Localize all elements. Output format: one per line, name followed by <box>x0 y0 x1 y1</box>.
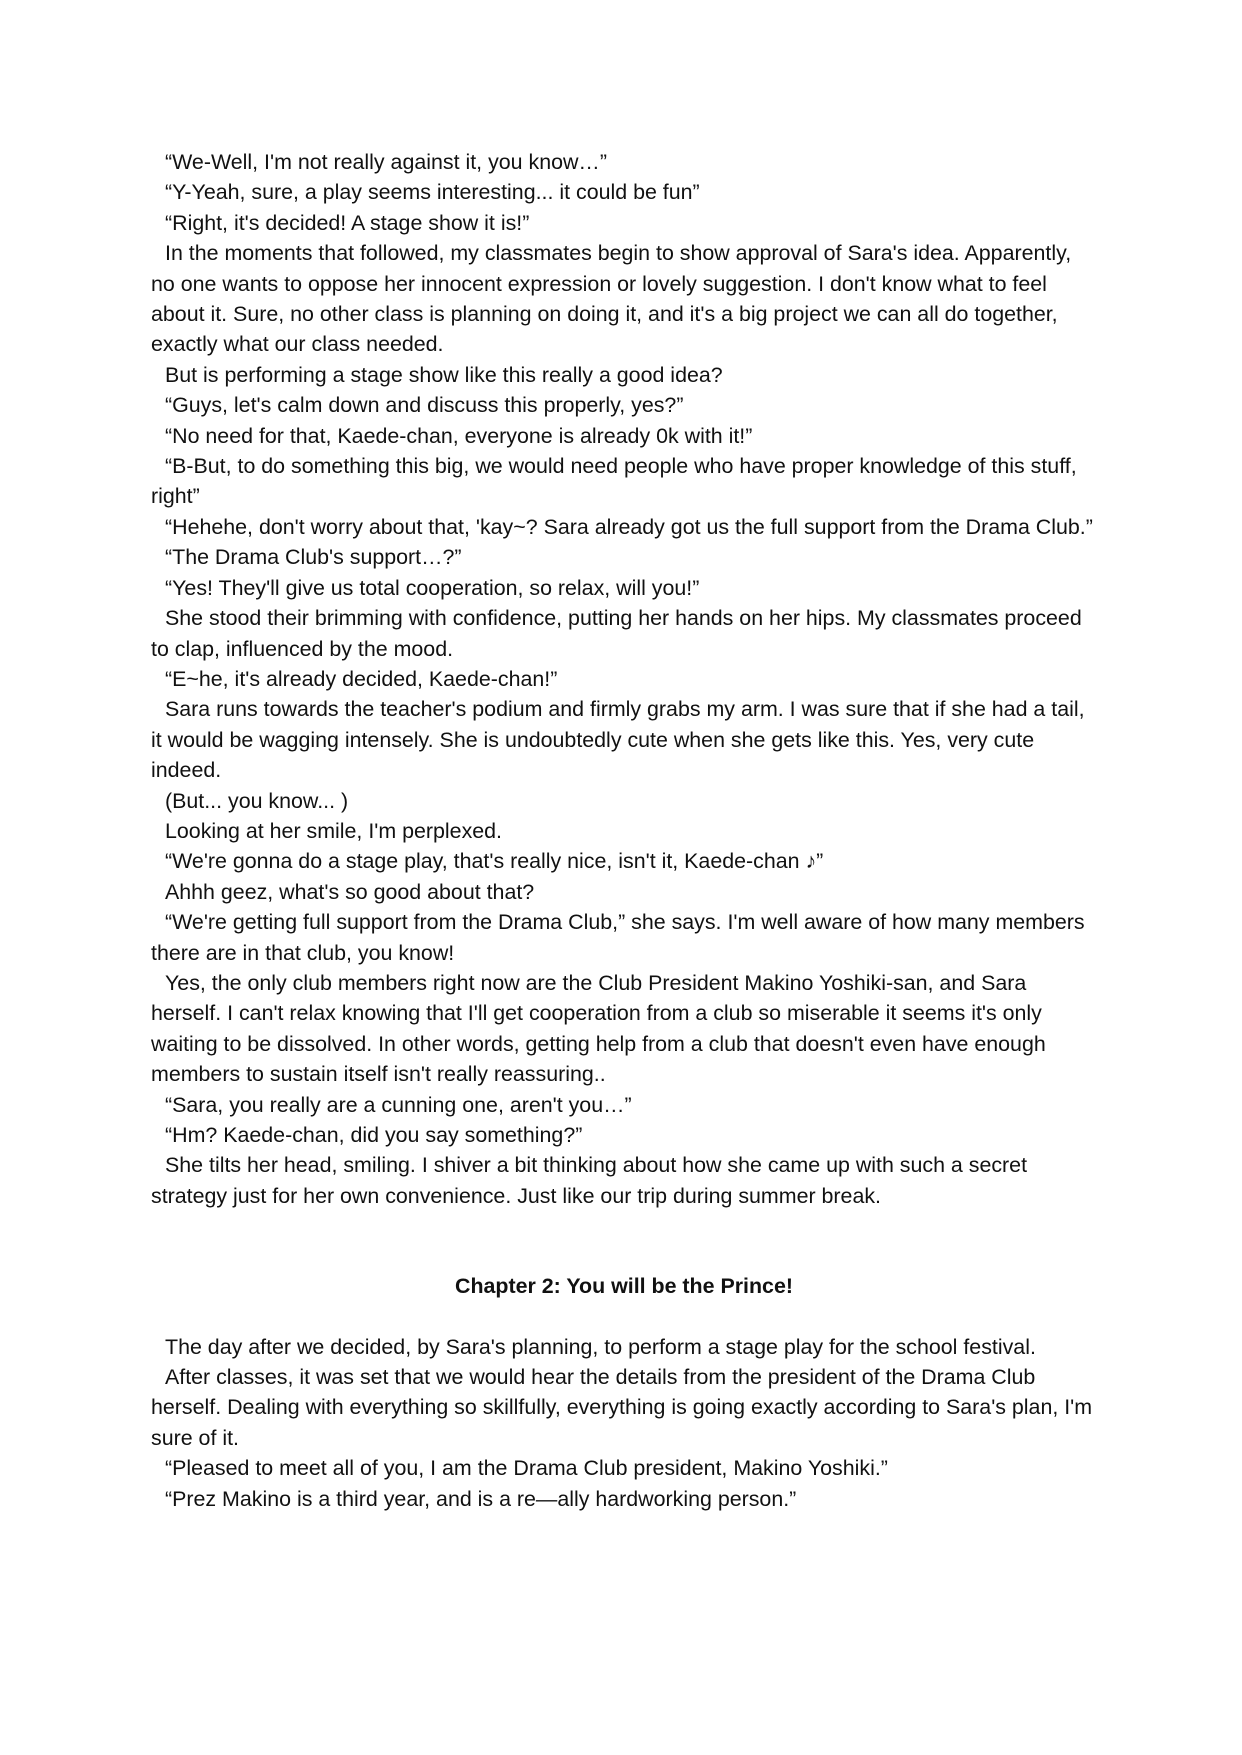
paragraph: She tilts her head, smiling. I shiver a bit thinking about how she came up with such a secret strategy just for her own convenience. Just like our trip during summer break. <box>151 1153 1028 1208</box>
document-body <box>151 147 1097 1514</box>
chapter-heading: Chapter 2: You will be the Prince! <box>455 1274 793 1299</box>
paragraph: In the moments that followed, my classmates begin to show approval of Sara's idea. Apparently, no one wants to oppose her innocent expression or lovely suggestion. I don't know what to feel about it. Sure, no other class is planning on doing it, and it's a big project we can all do together, exactly what our class needed. <box>151 241 1072 357</box>
paragraph: (But... you know... ) <box>165 788 349 813</box>
section-spacer <box>151 1211 1097 1271</box>
paragraph: “No need for that, Kaede-chan, everyone is already 0k with it!” <box>165 423 753 448</box>
paragraph: Yes, the only club members right now are the Club President Makino Yoshiki-san, and Sara herself. I can't relax knowing that I'll get cooperation from a club so miserable it seems it's only waiting to be dissolved. In other words, getting help from a club that doesn't even have enough members to sustain itself isn't really reassuring.. <box>151 970 1046 1087</box>
paragraph: After classes, it was set that we would hear the details from the president of the Drama Club herself. Dealing with everything so skillfully, everything is going exactly according to Sara's plan, I'm sure of it. <box>151 1365 1093 1450</box>
paragraph: “Hm? Kaede-chan, did you say something?” <box>165 1123 583 1147</box>
paragraph: Sara runs towards the teacher's podium and firmly grabs my arm. I was sure that if she had a tail, it would be wagging intensely. She is undoubtedly cute when she gets like this. Yes, very cute indeed. <box>151 697 1085 783</box>
paragraph: “We're gonna do a stage play, that's really nice, isn't it, Kaede-chan ♪” <box>165 849 824 874</box>
paragraph: “Yes! They'll give us total cooperation, so relax, will you!” <box>165 575 700 600</box>
paragraph: The day after we decided, by Sara's planning, to perform a stage play for the school festival. <box>165 1334 1036 1359</box>
paragraph: “E~he, it's already decided, Kaede-chan!” <box>165 666 558 691</box>
paragraph: “We're getting full support from the Drama Club,” she says. I'm well aware of how many members there are in that club, you know! <box>151 910 1085 965</box>
paragraph: “Y-Yeah, sure, a play seems interesting... it could be fun” <box>165 180 700 205</box>
paragraph: “Hehehe, don't worry about that, 'kay~? Sara already got us the full support from the Drama Club.” <box>165 514 1093 539</box>
section-spacer <box>151 1302 1097 1332</box>
paragraph: She stood their brimming with confidence, putting her hands on her hips. My classmates proceed to clap, influenced by the mood. <box>151 606 1082 661</box>
paragraph: “Right, it's decided! A stage show it is!” <box>165 210 530 235</box>
paragraph: “Pleased to meet all of you, I am the Drama Club president, Makino Yoshiki.” <box>165 1456 888 1481</box>
paragraph: Ahhh geez, what's so good about that? <box>165 879 535 904</box>
paragraph: “Sara, you really are a cunning one, aren't you…” <box>165 1092 632 1117</box>
paragraph: “Prez Makino is a third year, and is a re—ally hardworking person.” <box>165 1486 797 1511</box>
paragraph: But is performing a stage show like this really a good idea? <box>165 362 723 387</box>
paragraph: “Guys, let's calm down and discuss this properly, yes?” <box>165 393 684 418</box>
paragraph: “The Drama Club's support…?” <box>165 545 462 570</box>
paragraph: “B-But, to do something this big, we would need people who have proper knowledge of this stuff, right” <box>151 454 1077 509</box>
paragraph: “We-Well, I'm not really against it, you know…” <box>165 150 607 174</box>
paragraph: Looking at her smile, I'm perplexed. <box>165 818 502 843</box>
